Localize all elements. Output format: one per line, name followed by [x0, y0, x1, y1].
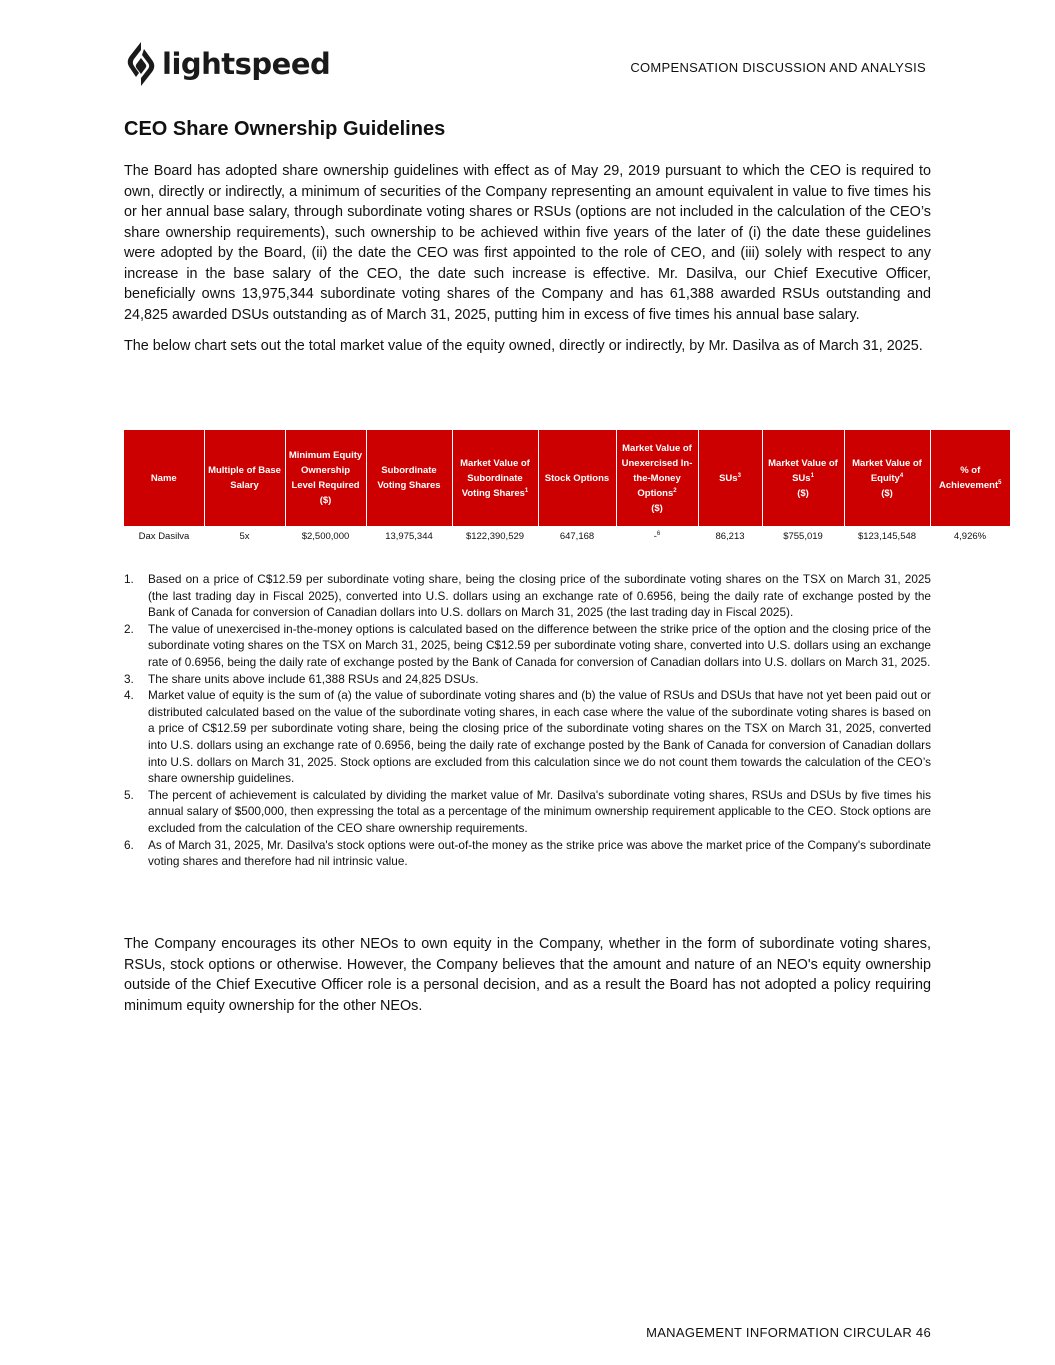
closing-section — [124, 934, 931, 1027]
col-header-achievement: % of Achievement$^5$ — [930, 430, 1010, 526]
flame-logo-icon — [126, 41, 156, 87]
col-header-mv-equity: Market Value of Equity$^4$ ($) — [844, 430, 930, 526]
col-header-mv-sus: Market Value of SUs$^1$ ($) — [762, 430, 844, 526]
footnotes-list — [124, 571, 931, 870]
cell-multiple: 5x — [239, 531, 250, 542]
cell-mv-unexercised: -$^6$ — [653, 530, 661, 542]
cell-sus: 86,213 — [715, 531, 745, 542]
cell-sub-voting-shares: 13,975,344 — [385, 531, 433, 542]
col-header-mv-unexercised: Market Value of Unexercised In-the-Money Options$^2$ ($) — [616, 430, 698, 526]
footnote-5: 5. The percent of achievement is calculated by dividing the market value of Mr. Dasilva's subordinate voting shares, RSUs and DSUs by five times his annual salary of $500,000, then expressing the total as a percentage of the minimum ownership requirement applicable to the CEO. Stock options are excluded from the calculation of the CEO share ownership requirements. — [124, 787, 931, 835]
col-header-multiple: Multiple of Base Salary — [204, 430, 285, 526]
col-header-name: Name — [124, 430, 204, 526]
closing-paragraph: The Company encourages its other NEOs to own equity in the Company, whether in the form of subordinate voting shares, RSUs, stock options or otherwise. However, the Company believes that the amount and nature of an NEO's equity ownership outside of the Chief Executive Officer role is a personal decision, and as a result the Board has not adopted a policy requiring minimum equity ownership for the other NEOs. — [124, 936, 931, 1014]
footnote-2: 2. The value of unexercised in-the-money options is calculated based on the difference between the strike price of the option and the closing price of the subordinate voting shares on the TSX on March 31, 2025, being C$12.59 per subordinate voting share, converted into U.S. dollars using an exchange rate of 0.6956, being the daily rate of exchange posted by the Bank of Canada for conversion of Canadian dollars into U.S. dollars on March 31, 2025. — [124, 621, 931, 669]
footnote-4: 4. Market value of equity is the sum of (a) the value of subordinate voting shares and (b) the value of RSUs and DSUs that have not yet been paid out or distributed calculated based on the value of the subordinate voting shares, in each case where the value of the subordinate voting shares is based on a price of C$12.59 per subordinate voting share, being the closing price of the subordinate voting shares on the TSX on March 31, 2025, converted into U.S. dollars using an exchange rate of 0.6956, being the daily rate of exchange posted by the Bank of Canada for conversion of Canadian dollars into U.S. dollars on March 31, 2025. Stock options are excluded from this calculation since we do not count them towards the calculation of the CEO’s share ownership guidelines. — [124, 688, 931, 786]
col-header-sus: SUs$^3$ — [698, 430, 762, 526]
section-label: COMPENSATION DISCUSSION AND ANALYSIS — [630, 60, 926, 75]
ownership-table-wrapper — [124, 430, 1010, 547]
page-footer: MANAGEMENT INFORMATION CIRCULAR 46 — [646, 1325, 931, 1340]
cell-min-equity: $2,500,000 — [301, 531, 350, 542]
chart-intro-paragraph: The below chart sets out the total market value of the equity owned, directly or indirectly, by Mr. Dasilva as of March 31, 2025. — [124, 338, 923, 354]
col-header-stock-options: Stock Options — [538, 430, 616, 526]
cell-achievement: 4,926% — [953, 531, 987, 542]
main-content — [124, 118, 931, 368]
brand-name: lightspeed — [162, 47, 331, 81]
cell-mv-sub-voting: $122,390,529 — [465, 531, 525, 542]
col-header-min-equity: Minimum Equity Ownership Level Required ($) — [285, 430, 366, 526]
page-header — [0, 0, 1055, 100]
cell-mv-sus: $755,019 — [783, 531, 823, 542]
page-title: CEO Share Ownership Guidelines — [124, 118, 446, 140]
ownership-table — [124, 430, 1010, 547]
footnote-6: 6. As of March 31, 2025, Mr. Dasilva's stock options were out-of-the money as the strike price was above the market price of the Company's subordinate voting shares and therefore had nil intrinsic value. — [124, 837, 931, 869]
cell-stock-options: 647,168 — [559, 531, 595, 542]
lightspeed-logo — [126, 40, 330, 88]
cell-mv-equity: $123,145,548 — [857, 531, 917, 542]
footnote-1: 1. Based on a price of C$12.59 per subordinate voting share, being the closing price of the subordinate voting shares on the TSX on March 31, 2025 (the last trading day in Fiscal 2025), converted into U.S. dollars using an exchange rate of 0.6956, being the daily rate of exchange posted by the Bank of Canada for conversion of Canadian dollars into U.S. dollars on March 31, 2025 (the last trading day in Fiscal 2025). — [124, 572, 931, 620]
footnote-3: 3. The share units above include 61,388 RSUs and 24,825 DSUs. — [124, 671, 479, 686]
table-row — [124, 526, 1010, 547]
col-header-mv-sub-voting: Market Value of Subordinate Voting Shares$^1$ — [452, 430, 538, 526]
cell-name: Dax Dasilva — [138, 531, 190, 542]
intro-paragraph: The Board has adopted share ownership guidelines with effect as of May 29, 2019 pursuant to which the CEO is required to own, directly or indirectly, a minimum of securities of the Company representing an amount equivalent in value to five times his or her annual base salary, through subordinate voting shares or RSUs (options are not included in the calculation of the CEO’s share ownership requirements), such ownership to be achieved within five years of the later of (i) the date these guidelines were adopted by the Board, (ii) the date the CEO was first appointed to the role of CEO, and (iii) solely with respect to any increase in the base salary of the CEO, the date such increase is effective. Mr. Dasilva, our Chief Executive Officer, beneficially owns 13,975,344 subordinate voting shares of the Company and has 61,388 awarded RSUs outstanding and 24,825 awarded DSUs outstanding as of March 31, 2025, putting him in excess of five times his annual base salary. — [124, 163, 931, 323]
col-header-sub-voting-shares: Subordinate Voting Shares — [366, 430, 452, 526]
table-header-row — [124, 430, 1010, 526]
